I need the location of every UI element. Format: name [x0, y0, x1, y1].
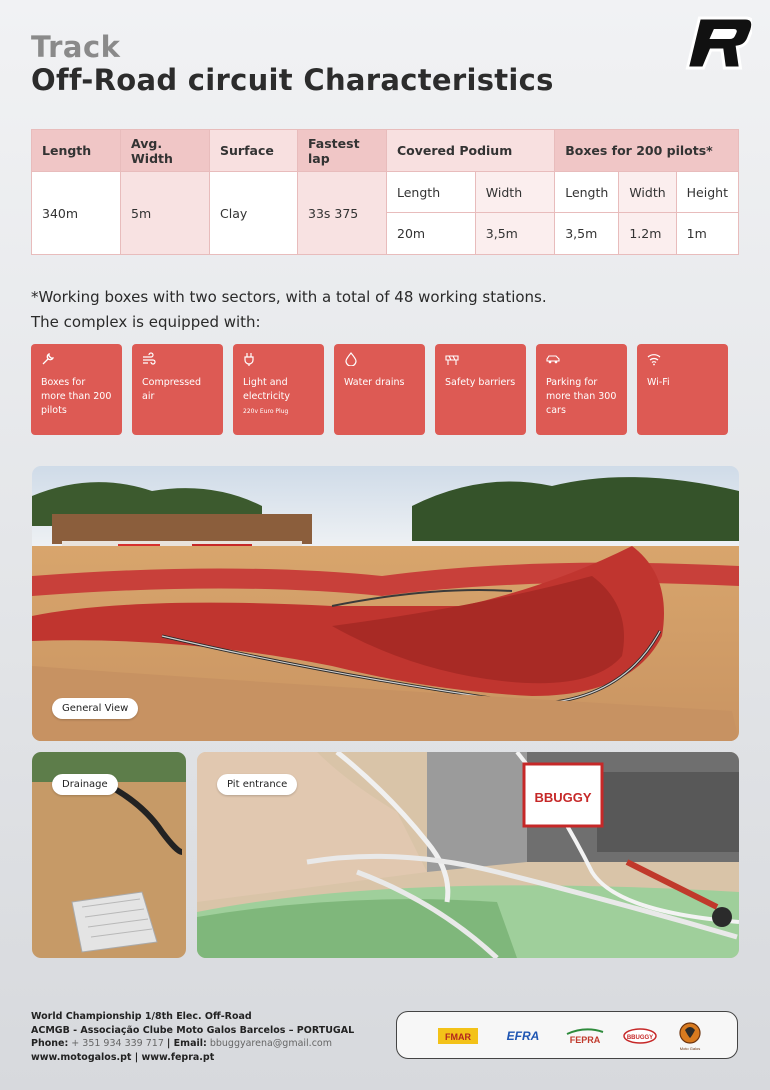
phone-number: + 351 934 339 717 [71, 1038, 164, 1049]
boxes-width: 1.2m [619, 213, 676, 255]
bbuggy-logo[interactable] [622, 1026, 658, 1046]
boxes-height: 1m [676, 213, 738, 255]
characteristics-table [31, 129, 739, 255]
moto-galos-logo[interactable] [677, 1020, 703, 1052]
moto-galos-logo-text: Moto Galos [679, 1046, 701, 1051]
feature-parking [536, 344, 627, 435]
value-length: 340m [32, 172, 121, 255]
boxes-height-label: Height [676, 172, 738, 213]
feature-label: Safety barriers [445, 377, 516, 388]
podium-width: 3,5m [475, 213, 554, 255]
bbuggy-banner: BBUGGY [534, 790, 592, 805]
fmar-logo-text: FMAR [445, 1032, 471, 1042]
feature-label: Parking for more than 300 cars [546, 377, 617, 416]
podium-width-label: Width [475, 172, 554, 213]
general-view-tag: General View [52, 698, 138, 719]
feature-label: Boxes for more than 200 pilots [41, 377, 112, 416]
general-view-photo [32, 466, 739, 741]
footer-club: ACMGB - Associação Clube Moto Galos Barcelos – PORTUGAL [31, 1024, 355, 1036]
phone-label: Phone: [31, 1038, 69, 1049]
footer-event: World Championship 1/8th Elec. Off-Road [31, 1011, 252, 1022]
water-drop-icon [344, 352, 358, 366]
boxes-note: *Working boxes with two sectors, with a total of 48 working stations. [31, 288, 547, 306]
sponsors-box [396, 1011, 738, 1059]
plug-icon [243, 352, 257, 366]
page-title: Off-Road circuit Characteristics [31, 63, 554, 97]
page-title-track: Track [31, 30, 121, 64]
feature-label: Wi-Fi [647, 377, 670, 388]
wind-icon [142, 352, 156, 366]
feature-boxes [31, 344, 122, 435]
header-fastest-lap: Fastest lap [298, 130, 387, 172]
pit-entrance-tag: Pit entrance [217, 774, 297, 795]
wrench-icon [41, 352, 55, 366]
track-illustration [32, 466, 739, 741]
efra-logo[interactable] [499, 1026, 547, 1046]
features-row [31, 344, 731, 436]
value-surface: Clay [210, 172, 298, 255]
boxes-length: 3,5m [555, 213, 619, 255]
efra-logo-text: EFRA [506, 1029, 540, 1043]
barrier-icon [445, 352, 459, 366]
web-links[interactable]: www.motogalos.pt | www.fepra.pt [31, 1051, 215, 1063]
email-label: | Email: [166, 1038, 207, 1049]
value-fastest-lap: 33s 375 [298, 172, 387, 255]
boxes-width-label: Width [619, 172, 676, 213]
wifi-icon [647, 352, 661, 366]
header-length: Length [32, 130, 121, 172]
feature-electricity [233, 344, 324, 435]
drainage-tag: Drainage [52, 774, 118, 795]
email-link[interactable]: bbuggyarena@gmail.com [209, 1038, 332, 1049]
boxes-length-label: Length [555, 172, 619, 213]
drainage-photo [32, 752, 186, 958]
feature-wifi [637, 344, 728, 435]
feature-compressed-air [132, 344, 223, 435]
car-icon [546, 352, 560, 366]
podium-length: 20m [387, 213, 476, 255]
fepra-logo-text: FEPRA [569, 1035, 601, 1045]
footer-contact [31, 1010, 354, 1064]
fepra-logo[interactable] [565, 1026, 605, 1046]
podium-length-label: Length [387, 172, 476, 213]
header-boxes: Boxes for 200 pilots* [555, 130, 739, 172]
r-logo-icon [680, 14, 752, 72]
header-surface: Surface [210, 130, 298, 172]
header-avg-width: Avg. Width [121, 130, 210, 172]
pit-entrance-photo [197, 752, 739, 958]
feature-label: Light and electricity [243, 377, 291, 402]
feature-label: Compressed air [142, 377, 202, 402]
feature-label: Water drains [344, 377, 405, 388]
fmar-logo[interactable] [437, 1026, 479, 1046]
feature-sublabel: 220v Euro Plug [243, 408, 289, 415]
feature-safety-barriers [435, 344, 526, 435]
equipped-heading: The complex is equipped with: [31, 313, 261, 331]
value-avg-width: 5m [121, 172, 210, 255]
bbuggy-logo-text: BBUGGY [626, 1035, 654, 1041]
feature-water-drains [334, 344, 425, 435]
header-covered-podium: Covered Podium [387, 130, 555, 172]
